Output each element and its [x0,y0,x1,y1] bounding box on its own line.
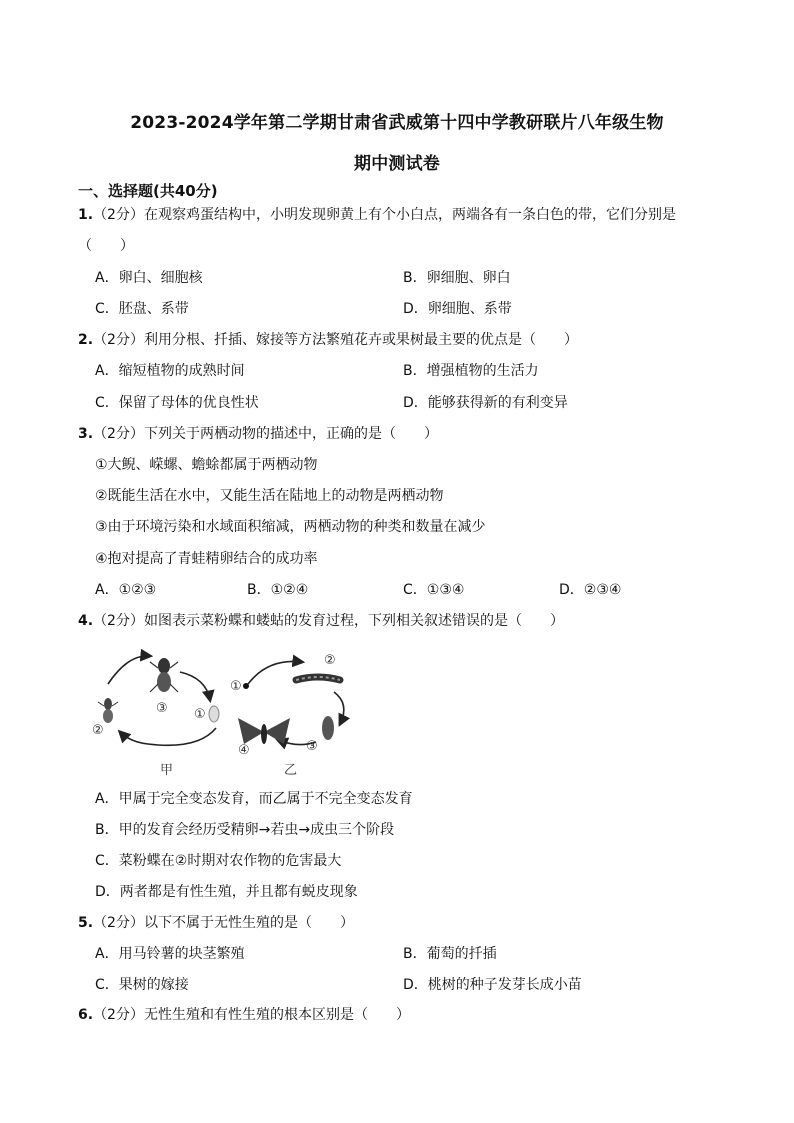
butterfly-icon [238,718,290,744]
egg-dot-icon [243,683,249,689]
question-1-stem-continued: （ ） [78,238,134,254]
option-b: B．葡萄的扦插 [403,946,497,962]
option-c: C．保留了母体的优良性状 [95,395,259,411]
option-a: A．①②③ [95,582,157,598]
option-b: B．卵细胞、卵白 [403,270,511,286]
development-cycle-figure [88,644,378,780]
nymph-icon [98,698,118,723]
question-2-stem: 2.（2分）利用分根、扦插、嫁接等方法繁殖花卉或果树最主要的优点是（ ） [78,332,578,348]
right-caption: 乙 [284,763,298,778]
caterpillar-icon [296,677,340,680]
left-mark-3: ③ [156,701,168,716]
pupa-icon [322,716,334,740]
option-d: D．能够获得新的有利变异 [403,395,568,411]
option-a: A．卵白、细胞核 [95,270,203,286]
statement-2: ②既能生活在水中，又能生活在陆地上的动物是两栖动物 [95,488,444,504]
right-mark-3: ③ [306,739,318,754]
statement-4: ④抱对提高了青蛙精卵结合的成功率 [95,551,318,567]
question-number: 4. [78,613,94,629]
option-d: D．桃树的种子发芽长成小苗 [403,977,582,993]
question-number: 6. [78,1007,94,1023]
page-subtitle: 期中测试卷 [354,154,440,174]
option-a: A．用马铃薯的块茎繁殖 [95,946,245,962]
option-c: C．①③④ [403,582,465,598]
question-6-stem: 6.（2分）无性生殖和有性生殖的根本区别是（ ） [78,1007,410,1023]
right-mark-2: ② [324,653,336,668]
option-b: B．①②④ [247,582,309,598]
option-a: A．缩短植物的成熟时间 [95,363,245,379]
egg-icon [209,706,219,722]
option-c: C．胚盘、系带 [95,301,189,317]
option-d: D．卵细胞、系带 [403,301,512,317]
question-1-stem: 1.（2分）在观察鸡蛋结构中，小明发现卵黄上有个小白点，两端各有一条白色的带，它们分别是 [78,207,676,223]
right-mark-4: ④ [238,743,250,758]
statement-1: ①大鲵、嵘螺、蟾蜍都属于两栖动物 [95,457,318,473]
left-caption: 甲 [160,763,174,778]
right-cycle [230,653,344,778]
question-number: 1. [78,207,94,223]
right-mark-1: ① [230,679,242,694]
option-a: A．甲属于完全变态发育，而乙属于不完全变态发育 [95,791,413,807]
section-heading: 一、选择题(共40分) [78,182,218,200]
option-b: B．增强植物的生活力 [403,363,539,379]
option-c: C．果树的嫁接 [95,977,189,993]
statement-3: ③由于环境污染和水域面积缩减，两栖动物的种类和数量在减少 [95,519,486,535]
option-d: D．两者都是有性生殖，并且都有蜕皮现象 [95,884,358,900]
question-4-stem: 4.（2分）如图表示菜粉蝶和蝼蛄的发育过程，下列相关叙述错误的是（ ） [78,613,564,629]
option-c: C．菜粉蝶在②时期对农作物的危害最大 [95,853,342,869]
option-b: B．甲的发育会经历受精卵→若虫→成虫三个阶段 [95,822,395,838]
left-cycle [92,656,219,778]
question-number: 2. [78,332,94,348]
question-3-stem: 3.（2分）下列关于两栖动物的描述中，正确的是（ ） [78,426,438,442]
option-d: D．②③④ [559,582,622,598]
page-title: 2023-2024学年第二学期甘肃省武威第十四中学教研联片八年级生物 [130,113,664,133]
left-mark-1: ① [194,707,206,722]
question-number: 5. [78,915,94,931]
left-mark-2: ② [92,723,104,738]
question-number: 3. [78,426,94,442]
adult-insect-icon [150,658,178,692]
question-5-stem: 5.（2分）以下不属于无性生殖的是（ ） [78,915,354,931]
